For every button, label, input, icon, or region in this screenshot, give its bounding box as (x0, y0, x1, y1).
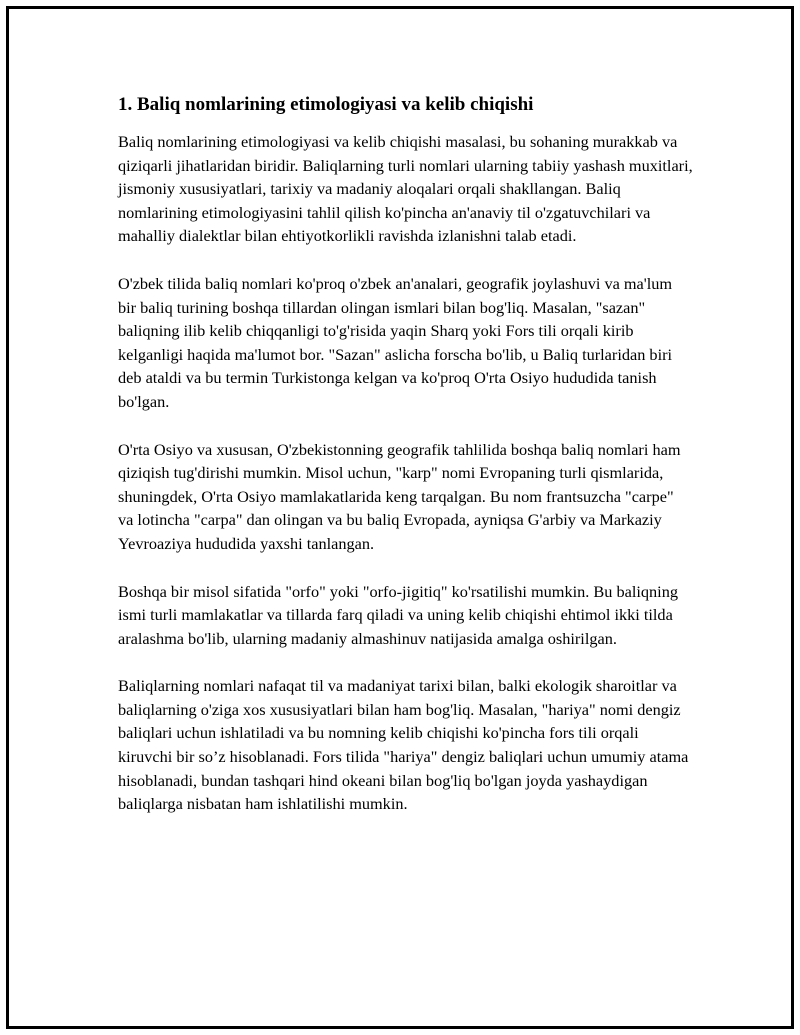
paragraph-2: O'zbek tilida baliq nomlari ko'proq o'zbek an'analari, geografik joylashuvi va ma'lum bir baliq turining boshqa tillardan olingan ismlari bilan bog'liq. Masalan, "sazan" baliqning ilib kelib chiqqanligi to'g'risida yaqin Sharq yoki Fors tili orqali kirib kelganligi haqida ma'lumot bor. "Sazan" aslicha forscha bo'lib, u Baliq turlaridan biri deb ataldi va bu termin Turkistonga kelgan va ko'proq O'rta Osiyo hududida tanish bo'lgan. (118, 273, 673, 411)
paragraph-4: Boshqa bir misol sifatida "orfo" yoki "orfo-jigitiq" ko'rsatilishi mumkin. Bu baliqning ismi turli mamlakatlar va tillarda farq qiladi va uning kelib chiqishi ehtimol ikki tilda aralashma bo'lib, ularning madaniy almashinuv natijasida amalga oshirilgan. (118, 581, 678, 648)
document-body (118, 92, 693, 840)
paragraph-1: Baliq nomlarining etimologiyasi va kelib chiqishi masalasi, bu sohaning murakkab va qiziqarli jihatlaridan biridir. Baliqlarning turli nomlari ularning tabiiy yashash muxitlari, jismoniy xususiyatlari, tarixiy va madaniy aloqalari orqali shakllangan. Baliq nomlarining etimologiyasini tahlil qilish ko'pincha an'anaviy til o'zgatuvchilari va mahalliy dialektlar bilan ehtiyotkorlikli ravishda izlanishni talab etadi. (118, 132, 693, 246)
section-heading: 1. Baliq nomlarining etimologiyasi va kelib chiqishi (118, 94, 534, 115)
paragraph-3: O'rta Osiyo va xususan, O'zbekistonning geografik tahlilida boshqa baliq nomlari ham qiziqish tug'dirishi mumkin. Misol uchun, "karp" nomi Evropaning turli qismlarida, shuningdek, O'rta Osiyo mamlakatlarida keng tarqalgan. Bu nom frantsuzcha "carpe" va lotincha "carpa" dan olingan va bu baliq Evropada, ayniqsa G'arbiy va Markaziy Yevroaziya hududida yaxshi tanlangan. (118, 439, 681, 553)
paragraph-5: Baliqlarning nomlari nafaqat til va madaniyat tarixi bilan, balki ekologik sharoitlar va baliqlarning o'ziga xos xususiyatlari bilan ham bog'liq. Masalan, "hariya" nomi dengiz baliqlari uchun ishlatiladi va bu nomning kelib chiqishi ko'pincha fors tili orqali kiruvchi bir so’z hisoblanadi. Fors tilida "hariya" dengiz baliqlari uchun umumiy atama hisoblanadi, bundan tashqari hind okeani bilan bog'liq bo'lgan joyda yashaydigan baliqlarga nisbatan ham ishlatilishi mumkin. (118, 676, 689, 814)
